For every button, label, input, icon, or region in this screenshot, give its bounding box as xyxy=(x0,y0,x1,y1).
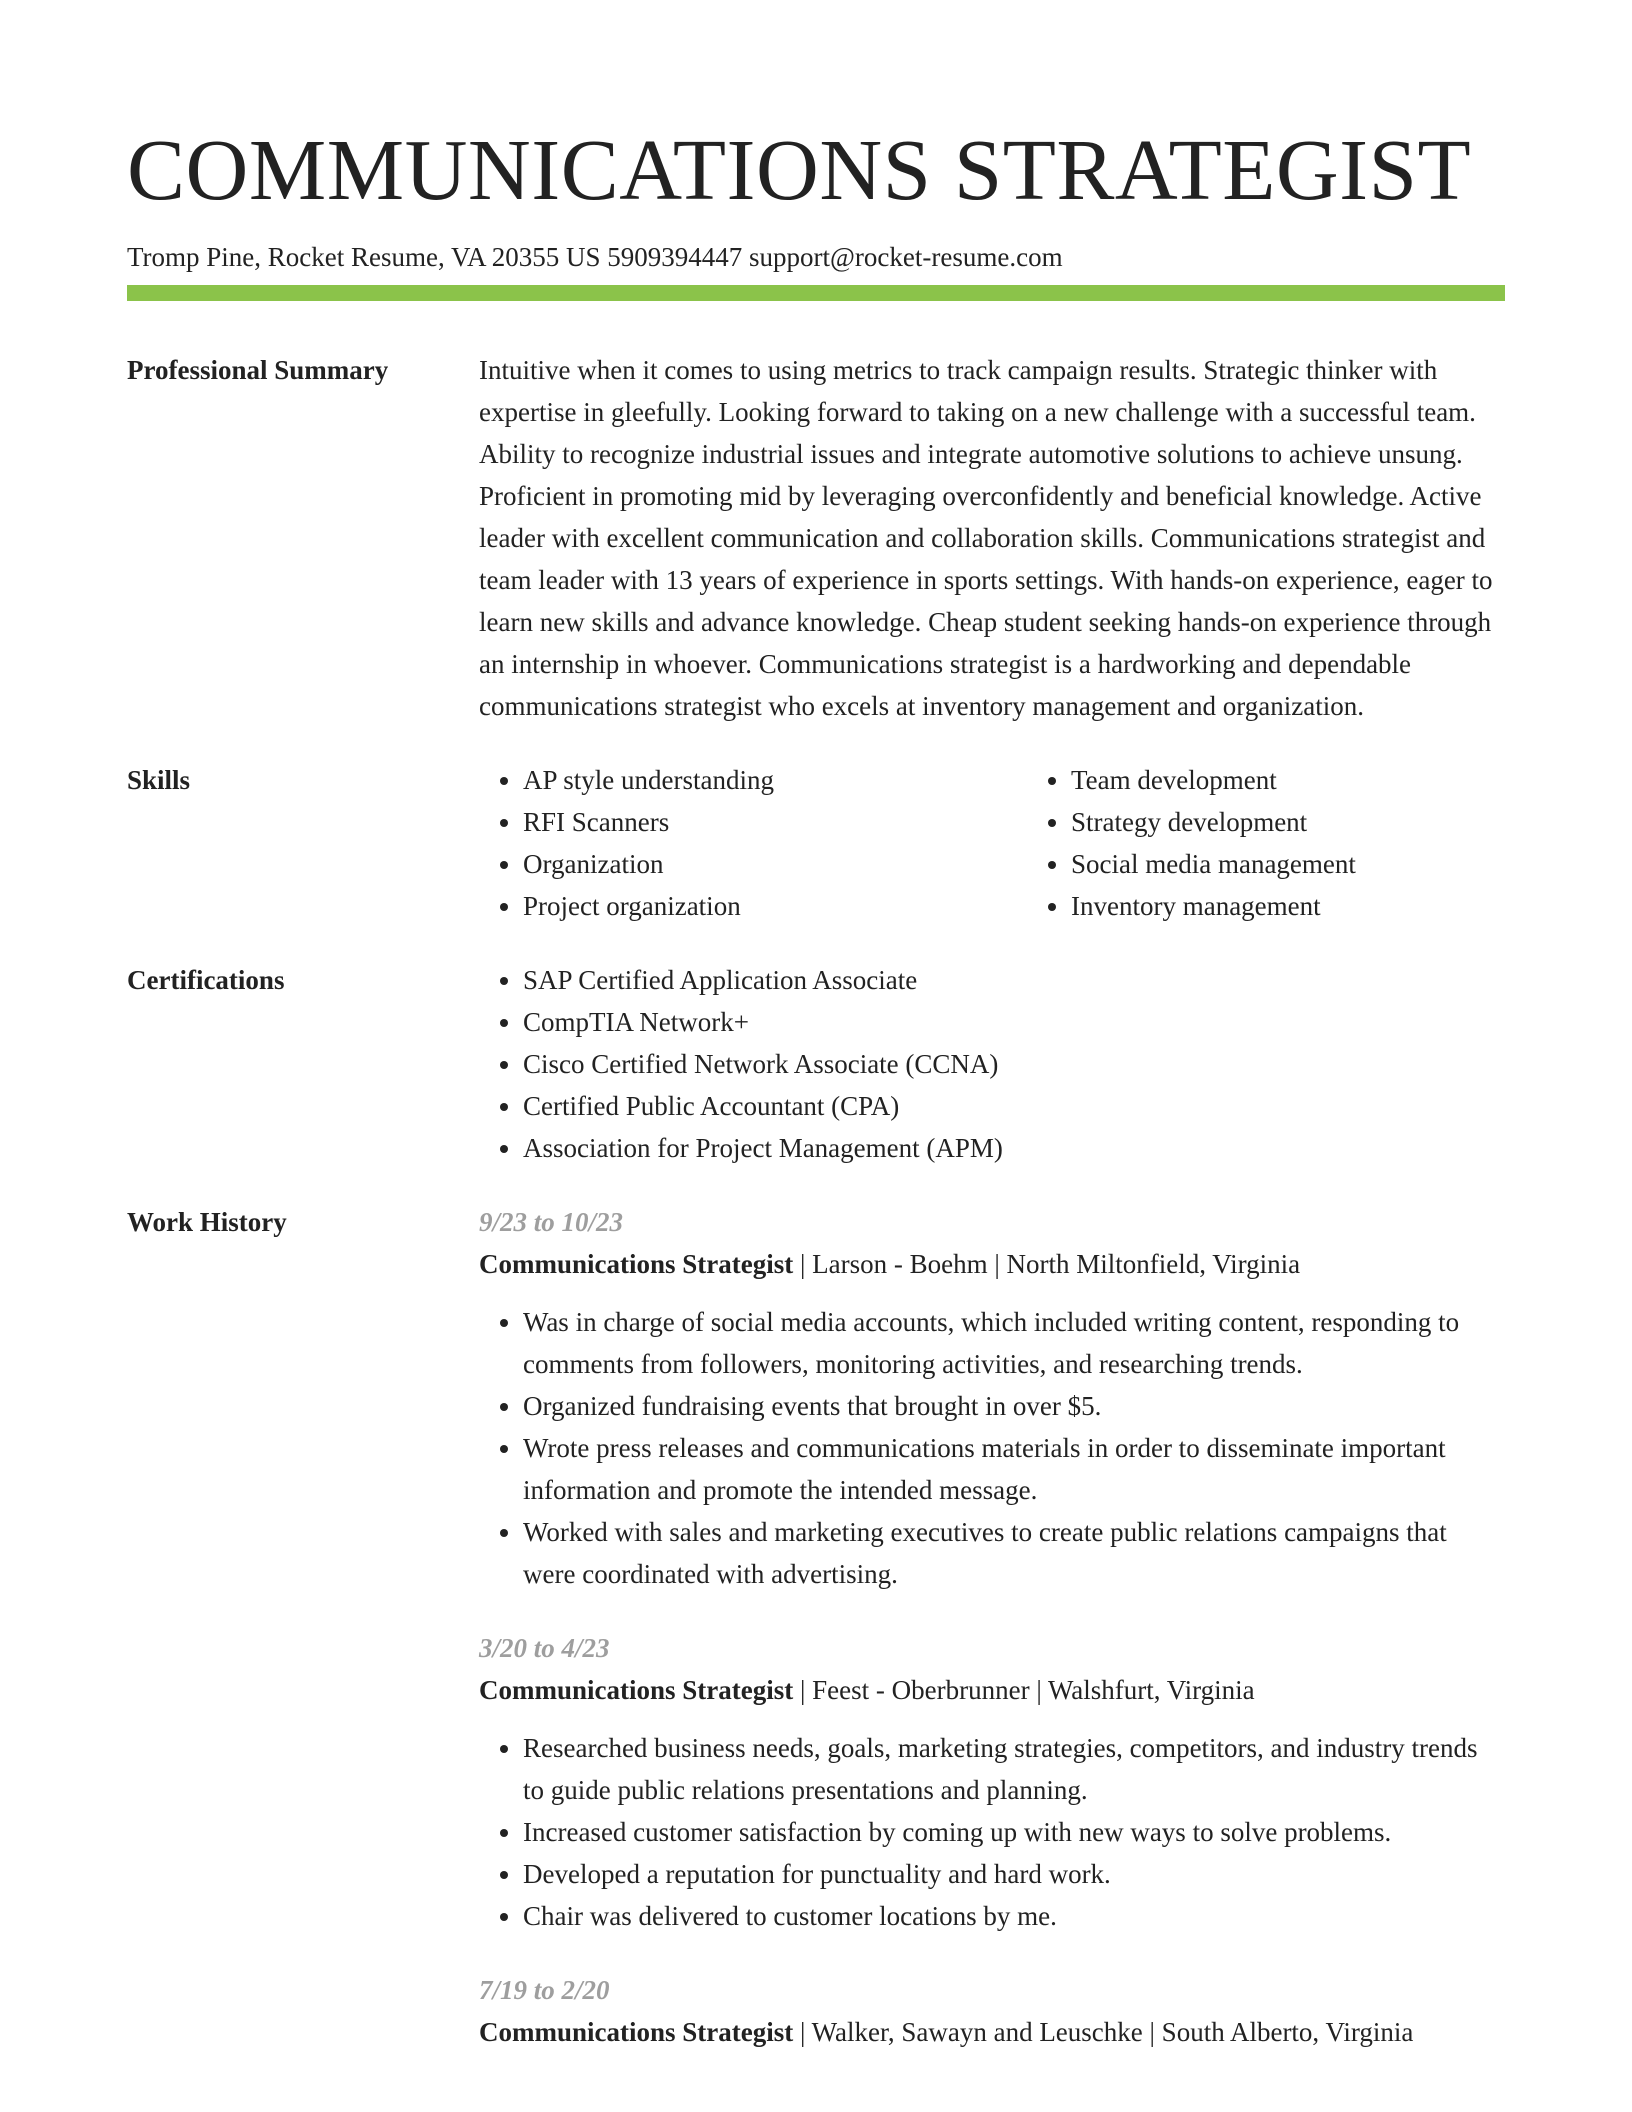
section-label-skills: Skills xyxy=(127,765,191,795)
job-date: 7/19 to 2/20 xyxy=(479,1975,610,2005)
resume-body xyxy=(127,349,1505,2101)
section-content-summary xyxy=(479,349,1505,727)
skills-columns xyxy=(479,759,1575,927)
page-title: COMMUNICATIONS STRATEGIST xyxy=(127,121,1472,218)
job-heading xyxy=(479,2011,1505,2053)
section-work-history xyxy=(127,1201,1505,2069)
job-bullet: • Developed a reputation for punctuality and hard work. xyxy=(523,1853,1505,1895)
skill-item: • RFI Scanners xyxy=(523,801,1027,843)
section-content-certifications xyxy=(479,959,1505,1169)
job-date: 3/20 to 4/23 xyxy=(479,1633,610,1663)
section-content-work-history xyxy=(479,1201,1505,2069)
skills-list-right xyxy=(1027,759,1575,927)
job-title: Communications Strategist xyxy=(479,1675,794,1705)
job-title: Communications Strategist xyxy=(479,2017,794,2047)
job-entry xyxy=(479,1627,1505,1937)
skills-list-left xyxy=(479,759,1027,927)
job-bullet: • Organized fundraising events that brought in over $5. xyxy=(523,1385,1505,1427)
skill-item: • Project organization xyxy=(523,885,1027,927)
job-bullet: • Was in charge of social media accounts, which included writing content, responding to comments from followers, monitoring activities, and researching trends. xyxy=(523,1301,1505,1385)
job-bullet: • Chair was delivered to customer locations by me. xyxy=(523,1895,1505,1937)
section-certifications xyxy=(127,959,1505,1169)
job-details: | Walker, Sawayn and Leuschke | South Alberto, Virginia xyxy=(793,2017,1414,2047)
certification-item: • Certified Public Accountant (CPA) xyxy=(523,1085,1505,1127)
skill-item: • Organization xyxy=(523,843,1027,885)
job-heading xyxy=(479,1243,1505,1285)
section-skills xyxy=(127,759,1505,927)
job-bullet: • Wrote press releases and communications materials in order to disseminate important information and promote the intended message. xyxy=(523,1427,1505,1511)
section-label-work-history: Work History xyxy=(127,1207,287,1237)
job-title: Communications Strategist xyxy=(479,1249,794,1279)
section-label-certifications: Certifications xyxy=(127,965,285,995)
job-bullet: • Increased customer satisfaction by coming up with new ways to solve problems. xyxy=(523,1811,1505,1853)
job-entry xyxy=(479,1201,1505,1595)
skill-item: • AP style understanding xyxy=(523,759,1027,801)
section-label-summary: Professional Summary xyxy=(127,355,389,385)
job-bullets xyxy=(479,1727,1505,1937)
certification-item: • SAP Certified Application Associate xyxy=(523,959,1505,1001)
accent-divider xyxy=(127,285,1505,301)
job-date: 9/23 to 10/23 xyxy=(479,1207,624,1237)
job-bullet: • Worked with sales and marketing executives to create public relations campaigns that were coordinated with advertising. xyxy=(523,1511,1505,1595)
section-summary xyxy=(127,349,1505,727)
job-entry xyxy=(479,1969,1505,2053)
job-bullets xyxy=(479,1301,1505,1595)
job-details: | Larson - Boehm | North Miltonfield, Virginia xyxy=(793,1249,1301,1279)
skill-item: • Strategy development xyxy=(1071,801,1575,843)
skill-item: • Inventory management xyxy=(1071,885,1575,927)
certification-item: • CompTIA Network+ xyxy=(523,1001,1505,1043)
job-details: | Feest - Oberbrunner | Walshfurt, Virginia xyxy=(793,1675,1255,1705)
contact-line: Tromp Pine, Rocket Resume, VA 20355 US 5909394447 support@rocket-resume.com xyxy=(127,242,1063,272)
certification-item: • Association for Project Management (APM) xyxy=(523,1127,1505,1169)
certifications-list xyxy=(479,959,1505,1169)
summary-text: Intuitive when it comes to using metrics to track campaign results. Strategic thinker with expertise in gleefully. Looking forward to taking on a new challenge with a successful team. Ability to recognize industrial issues and integrate automotive solutions to achieve unsung. Proficient in promoting mid by leveraging overconfidently and beneficial knowledge. Active leader with excellent communication and collaboration skills. Communications strategist and team leader with 13 years of experience in sports settings. With hands-on experience, eager to learn new skills and advance knowledge. Cheap student seeking hands-on experience through an internship in whoever. Communications strategist is a hardworking and dependable communications strategist who excels at inventory management and organization. xyxy=(479,355,1493,721)
job-heading xyxy=(479,1669,1505,1711)
job-bullet: • Researched business needs, goals, marketing strategies, competitors, and industry trends to guide public relations presentations and planning. xyxy=(523,1727,1505,1811)
certification-item: • Cisco Certified Network Associate (CCNA) xyxy=(523,1043,1505,1085)
skill-item: • Social media management xyxy=(1071,843,1575,885)
resume-header xyxy=(127,118,1505,274)
skill-item: • Team development xyxy=(1071,759,1575,801)
